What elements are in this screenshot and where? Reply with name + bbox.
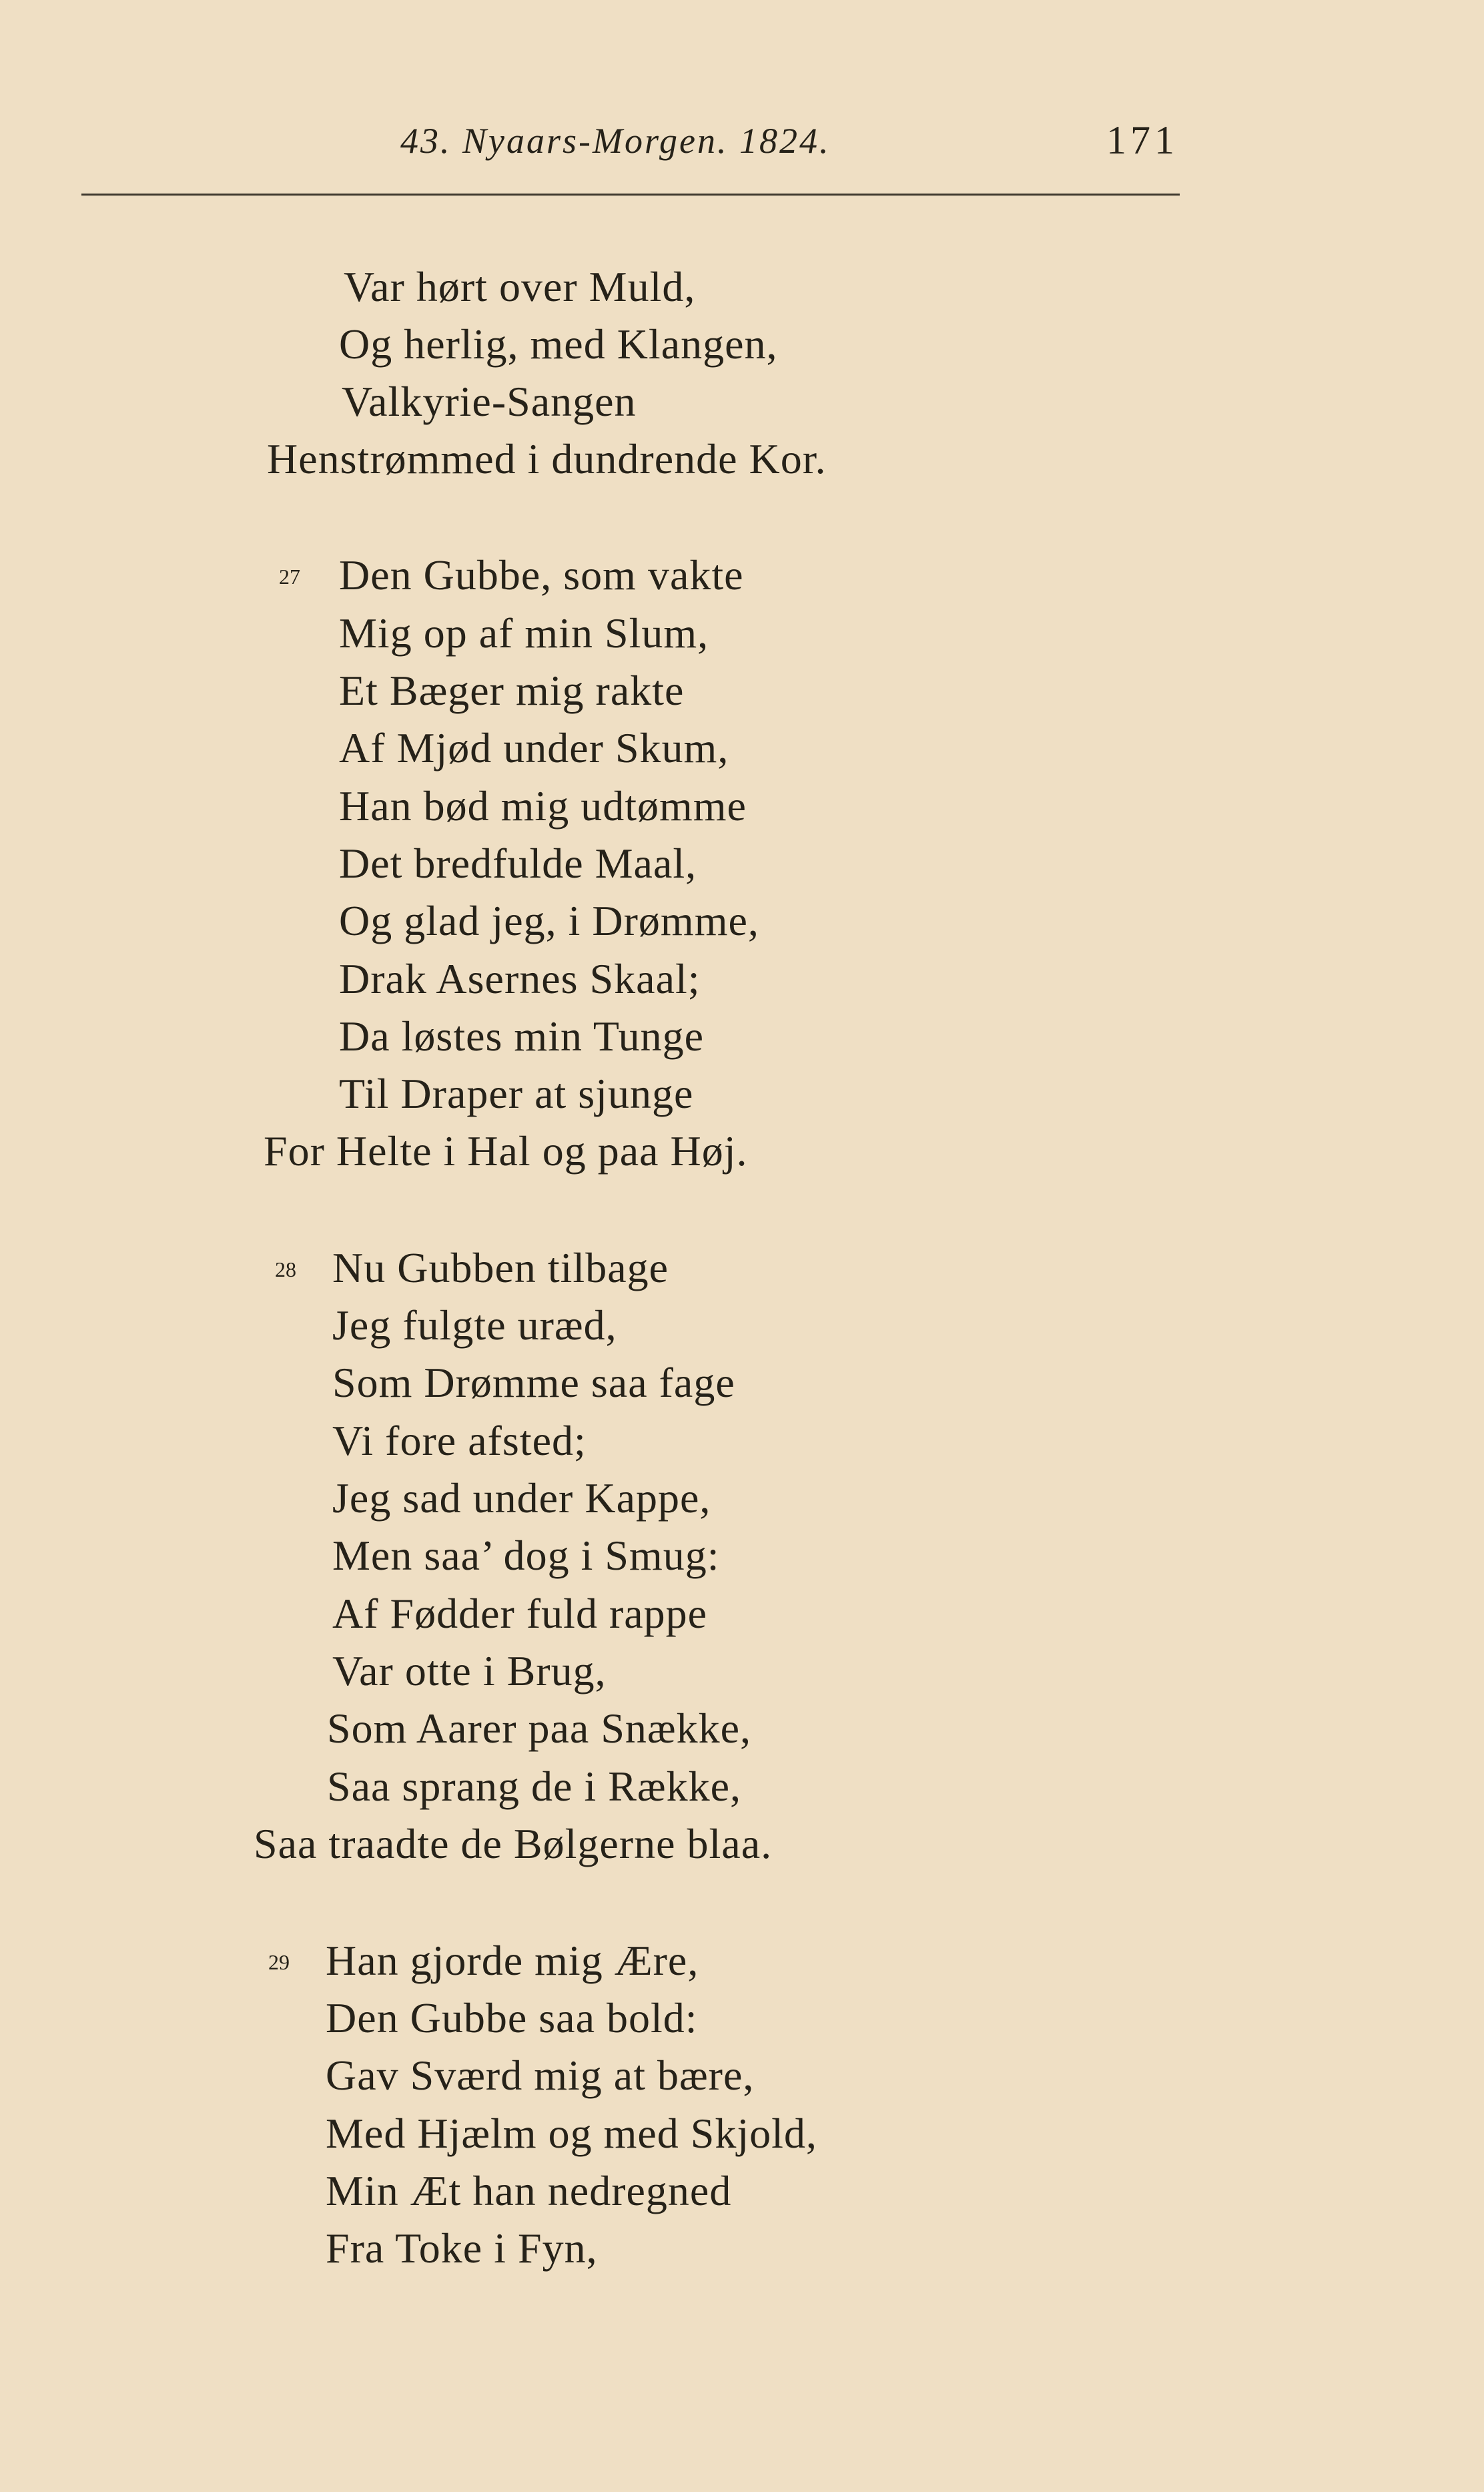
verse-line: Saa sprang de i Række, (327, 1763, 741, 1810)
stanza-number: 27 (279, 565, 300, 589)
stanza-number: 29 (268, 1950, 290, 1974)
header-rule (81, 194, 1180, 196)
running-title: 43. Nyaars-Morgen. 1824. (400, 121, 831, 161)
verse-line: Den Gubbe saa bold: (326, 1994, 698, 2042)
verse-line: Han bød mig udtømme (339, 782, 747, 830)
verse-line: Som Aarer paa Snække, (327, 1704, 751, 1752)
verse-line: Drak Asernes Skaal; (339, 955, 701, 1002)
verse-line: Den Gubbe, som vakte (339, 551, 744, 599)
verse-line: Med Hjælm og med Skjold, (326, 2110, 817, 2157)
verse-line: Henstrømmed i dundrende Kor. (267, 435, 827, 483)
verse-line: Min Æt han nedregned (326, 2167, 732, 2214)
verse-line: Af Mjød under Skum, (339, 724, 729, 771)
verse-line: Af Fødder fuld rappe (332, 1590, 708, 1637)
verse-line: Og herlig, med Klangen, (339, 320, 778, 368)
verse-line: Jeg sad under Kappe, (332, 1474, 711, 1522)
verse-line: Som Drømme saa fage (332, 1359, 735, 1406)
verse-line: Nu Gubben tilbage (332, 1244, 669, 1291)
verse-line: Var hørt over Muld, (344, 263, 696, 310)
verse-line: Var otte i Brug, (332, 1647, 607, 1694)
verse-line: Han gjorde mig Ære, (326, 1937, 699, 1984)
verse-line: Da løstes min Tunge (339, 1012, 705, 1060)
verse-line: Fra Toke i Fyn, (326, 2224, 598, 2272)
verse-line: Men saa’ dog i Smug: (332, 1532, 720, 1579)
verse-line: Og glad jeg, i Drømme, (339, 897, 759, 944)
page-number: 171 (1106, 118, 1178, 162)
verse-line: Vi fore afsted; (332, 1417, 587, 1464)
verse-line: Til Draper at sjunge (339, 1070, 694, 1117)
verse-line: Et Bæger mig rakte (339, 667, 685, 714)
verse-line: Saa traadte de Bølgerne blaa. (254, 1820, 773, 1867)
verse-line: For Helte i Hal og paa Høj. (264, 1127, 748, 1175)
page-header (0, 0, 1484, 200)
verse-line: Jeg fulgte uræd, (332, 1301, 617, 1349)
stanza-number: 28 (275, 1257, 296, 1281)
verse-line: Det bredfulde Maal, (339, 840, 697, 887)
verse-line: Valkyrie-Sangen (342, 378, 637, 425)
verse-line: Mig op af min Slum, (339, 609, 709, 657)
verse-line: Gav Sværd mig at bære, (326, 2052, 755, 2099)
